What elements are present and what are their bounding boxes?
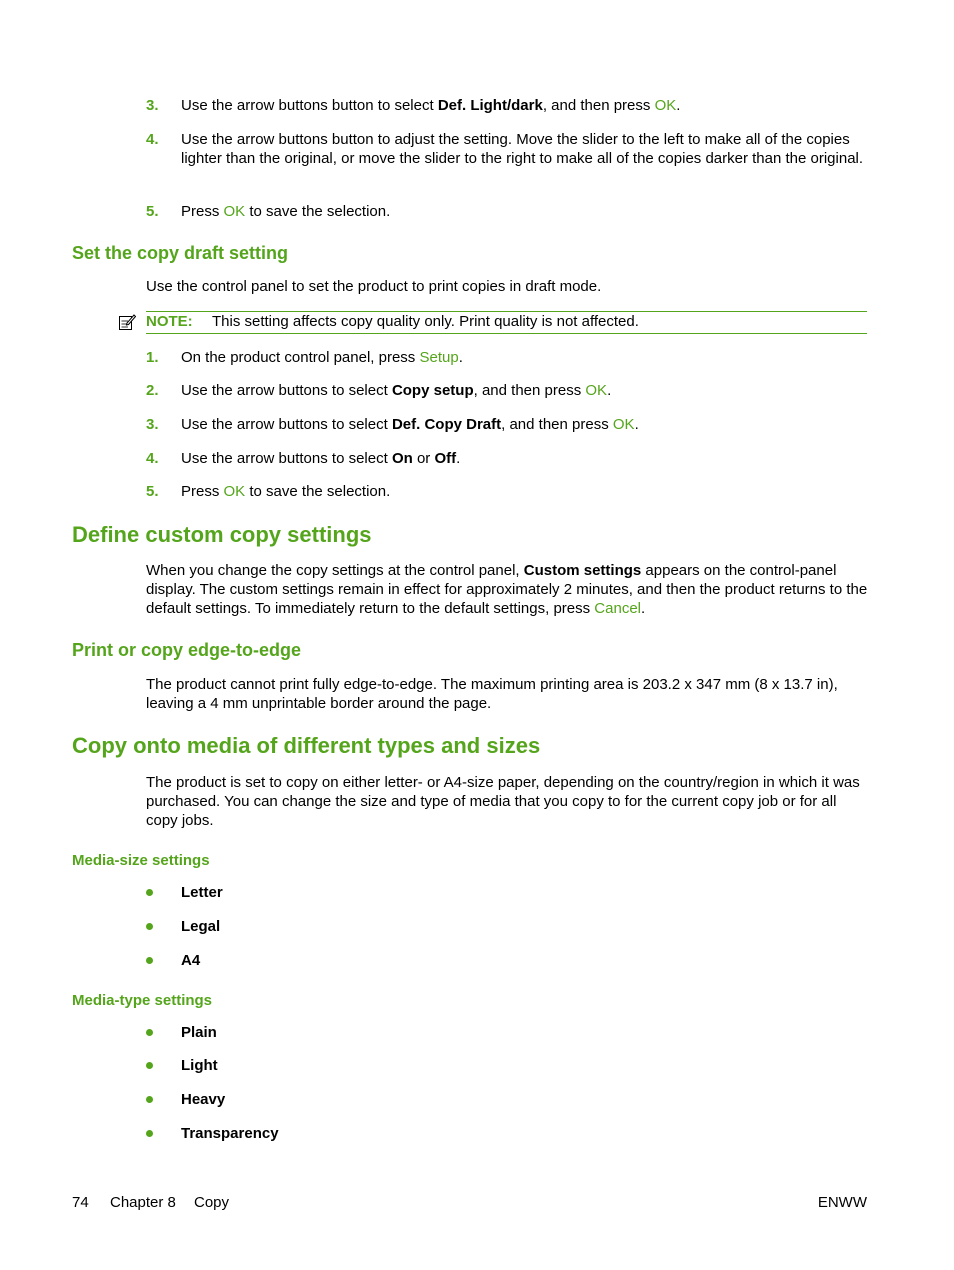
bullet-icon — [146, 923, 153, 930]
draft-intro: Use the control panel to set the product to print copies in draft mode. — [146, 278, 602, 295]
bold-term: Def. Copy Draft — [391, 416, 502, 433]
step-text — [181, 96, 868, 115]
step-number: 5. — [146, 203, 159, 220]
media-size-letter: Letter — [181, 884, 223, 901]
text-run: . — [607, 382, 612, 399]
footer-page-number: 74 — [72, 1194, 89, 1211]
media-type-light: Light — [181, 1057, 218, 1074]
text-run: . — [634, 416, 639, 433]
bold-term: On — [391, 450, 413, 467]
media-size-a4: A4 — [181, 952, 201, 969]
text-run: or — [412, 450, 435, 467]
step-number: 4. — [146, 131, 159, 148]
step-number: 1. — [146, 349, 159, 366]
text-run: Press — [181, 483, 224, 500]
control-panel-button-name: Cancel — [594, 600, 641, 617]
bullet-icon — [146, 957, 153, 964]
text-run: Press — [181, 203, 224, 220]
text-run: to save the selection. — [245, 203, 391, 220]
control-panel-button-name: OK — [612, 416, 635, 433]
text-run: Use the arrow buttons to select — [181, 450, 392, 467]
text-run: Use the arrow buttons to select — [181, 416, 392, 433]
step-text — [181, 130, 868, 168]
text-run: , and then press — [542, 97, 655, 114]
step-number: 5. — [146, 483, 159, 500]
section-heading-draft: Set the copy draft setting — [72, 243, 289, 263]
control-panel-button-name: OK — [654, 97, 677, 114]
text-run: Use the arrow buttons to select — [181, 382, 392, 399]
media-size-heading: Media-size settings — [72, 852, 210, 869]
text-run: Use the arrow buttons button to select — [181, 97, 438, 114]
bold-term: Copy setup — [391, 382, 474, 399]
bullet-icon — [146, 1096, 153, 1103]
bullet-icon — [146, 1062, 153, 1069]
bold-term: Off — [434, 450, 457, 467]
bold-term: Def. Light/dark — [437, 97, 543, 114]
note-label: NOTE: — [146, 313, 193, 330]
bold-term: Custom settings — [523, 562, 642, 579]
media-type-heading: Media-type settings — [72, 992, 213, 1009]
step-number: 3. — [146, 97, 159, 114]
step-text — [181, 348, 868, 367]
edge-paragraph: The product cannot print fully edge-to-edge. The maximum printing area is 203.2 x 347 mm (8 x 13.7 in), leaving a 4 mm unprintable border around the page. — [146, 676, 838, 712]
text-run: Use the arrow buttons button to adjust the setting. Move the slider to the left to make all of the copies lighter than the original, or move the slider to the right to make all of the copies darker than the original. — [181, 131, 864, 167]
control-panel-button-name: Setup — [419, 349, 459, 366]
note-pencil-icon — [118, 313, 136, 331]
footer-chapter: Chapter 8 — [110, 1194, 176, 1211]
bullet-icon — [146, 889, 153, 896]
footer-chapter-title: Copy — [194, 1194, 230, 1211]
text-run: When you change the copy settings at the control panel, — [146, 562, 524, 579]
step-text — [181, 415, 868, 434]
custom-paragraph — [146, 561, 868, 618]
text-run: , and then press — [501, 416, 613, 433]
step-number: 2. — [146, 382, 159, 399]
text-run: appears on the control-panel display. The custom settings remain in effect for approximately 2 minutes, and then the product returns to the default settings. To immediately return to the default settings, press — [146, 562, 868, 617]
section-heading-edge: Print or copy edge-to-edge — [72, 640, 302, 660]
note-box — [146, 311, 867, 334]
section-heading-media: Copy onto media of different types and sizes — [72, 733, 541, 758]
text-run: to save the selection. — [245, 483, 391, 500]
text-run: . — [456, 450, 461, 467]
step-text — [181, 381, 868, 400]
media-size-legal: Legal — [181, 918, 221, 935]
media-type-plain: Plain — [181, 1024, 217, 1041]
text-run: , and then press — [473, 382, 586, 399]
step-number: 4. — [146, 450, 159, 467]
control-panel-button-name: OK — [223, 483, 246, 500]
media-type-heavy: Heavy — [181, 1091, 226, 1108]
bullet-icon — [146, 1029, 153, 1036]
control-panel-button-name: OK — [585, 382, 608, 399]
media-type-transparency: Transparency — [181, 1125, 279, 1142]
text-run: . — [676, 97, 681, 114]
control-panel-button-name: OK — [223, 203, 246, 220]
media-paragraph: The product is set to copy on either letter- or A4-size paper, depending on the country/region in which it was purchased. You can change the size and type of media that you copy to for the current copy job or for all copy jobs. — [146, 774, 860, 829]
text-run: . — [641, 600, 646, 617]
footer-right-label: ENWW — [817, 1194, 867, 1211]
text-run: . — [458, 349, 463, 366]
step-text — [181, 449, 868, 468]
step-text — [181, 482, 868, 501]
bullet-icon — [146, 1130, 153, 1137]
section-heading-custom: Define custom copy settings — [72, 522, 372, 547]
note-text: This setting affects copy quality only. Print quality is not affected. — [212, 313, 639, 330]
text-run: On the product control panel, press — [181, 349, 420, 366]
step-number: 3. — [146, 416, 159, 433]
step-text — [181, 202, 868, 221]
